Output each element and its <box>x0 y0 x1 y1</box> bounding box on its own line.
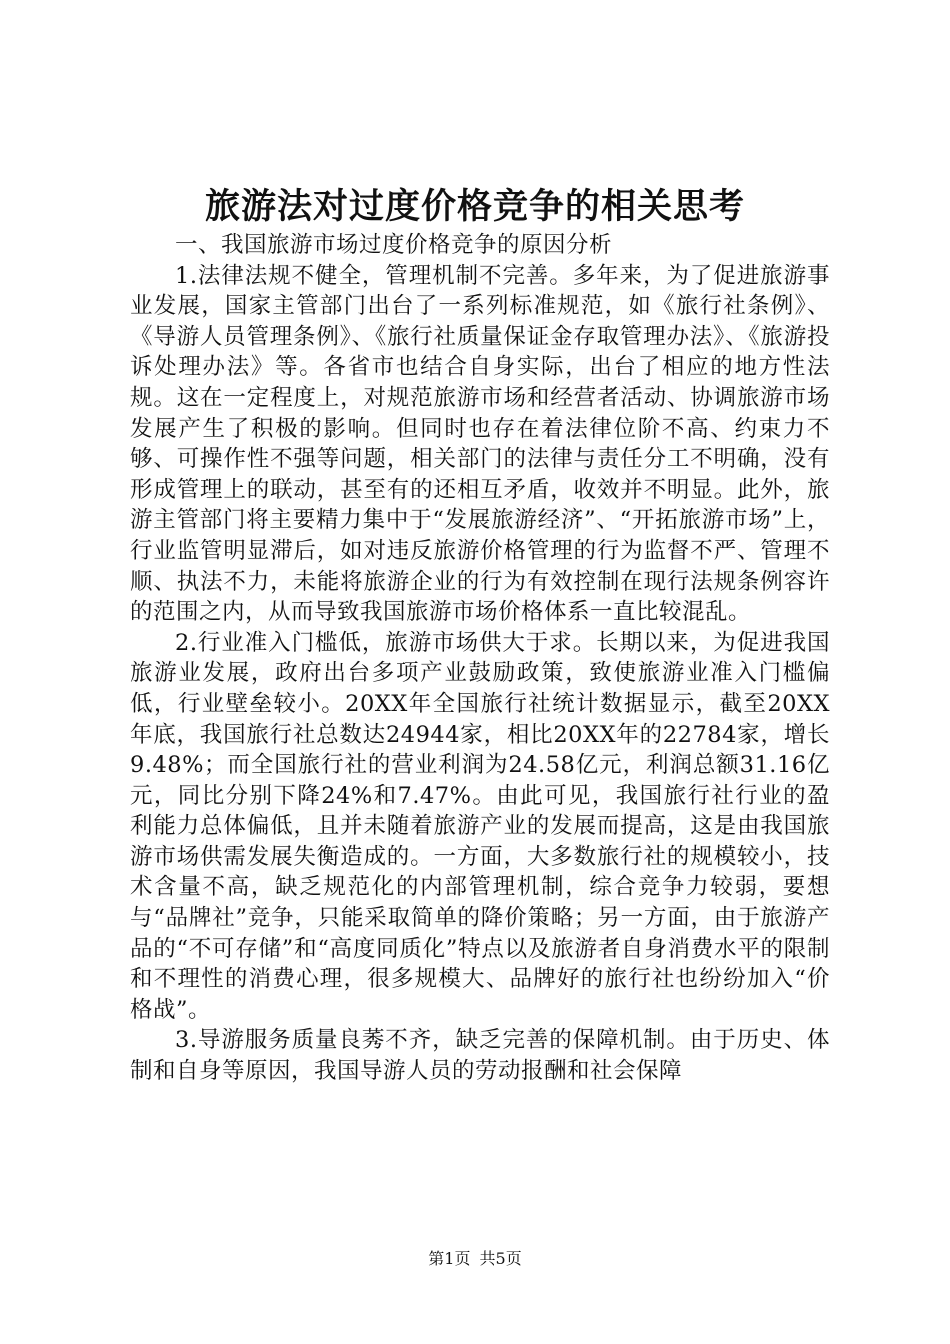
section-heading: 一、我国旅游市场过度价格竞争的原因分析 <box>175 232 613 258</box>
document-body <box>130 230 830 1087</box>
page-number: 第1页 <box>428 1249 471 1268</box>
page-total: 共5页 <box>479 1249 522 1268</box>
page-footer <box>0 1249 950 1269</box>
body-paragraph: 2.行业准入门槛低，旅游市场供大于求。长期以来，为促进我国旅游业发展，政府出台多项产业鼓励政策，致使旅游业准入门槛偏低，行业壁垒较小。20XX年全国旅行社统计数据显示，截至20XX年底，我国旅行社总数达24944家，相比20XX年的22784家，增长9.48%；而全国旅行社的营业利润为24.58亿元，利润总额31.16亿元，同比分别下降24%和7.47%。由此可见，我国旅行社行业的盈利能力总体偏低，且并未随着旅游产业的发展而提高，这是由我国旅游市场供需发展失衡造成的。一方面，大多数旅行社的规模较小，技术含量不高，缺乏规范化的内部管理机制，综合竞争力较弱，要想与“品牌社”竞争，只能采取简单的降价策略；另一方面，由于旅游产品的“不可存储”和“高度同质化”特点以及旅游者自身消费水平的限制和不理性的消费心理，很多规模大、品牌好的旅行社也纷纷加入“价格战”。 <box>130 629 830 1023</box>
body-paragraph: 3.导游服务质量良莠不齐，缺乏完善的保障机制。由于历史、体制和自身等原因，我国导游人员的劳动报酬和社会保障 <box>130 1027 830 1085</box>
body-paragraph: 1.法律法规不健全，管理机制不完善。多年来，为了促进旅游事业发展，国家主管部门出台了一系列标准规范，如《旅行社条例》、《导游人员管理条例》、《旅行社质量保证金存取管理办法》、《旅游投诉处理办法》等。各省市也结合自身实际，出台了相应的地方性法规。这在一定程度上，对规范旅游市场和经营者活动、协调旅游市场发展产生了积极的影响。但同时也存在着法律位阶不高、约束力不够、可操作性不强等问题，相关部门的法律与责任分工不明确，没有形成管理上的联动，甚至有的还相互矛盾，收效并不明显。此外，旅游主管部门将主要精力集中于“发展旅游经济”、“开拓旅游市场”上，行业监管明显滞后，如对违反旅游价格管理的行为监督不严、管理不顺、执法不力，未能将旅游企业的行为有效控制在现行法规条例容许的范围之内，从而导致我国旅游市场价格体系一直比较混乱。 <box>130 262 830 626</box>
document-title: 旅游法对过度价格竞争的相关思考 <box>204 186 745 227</box>
